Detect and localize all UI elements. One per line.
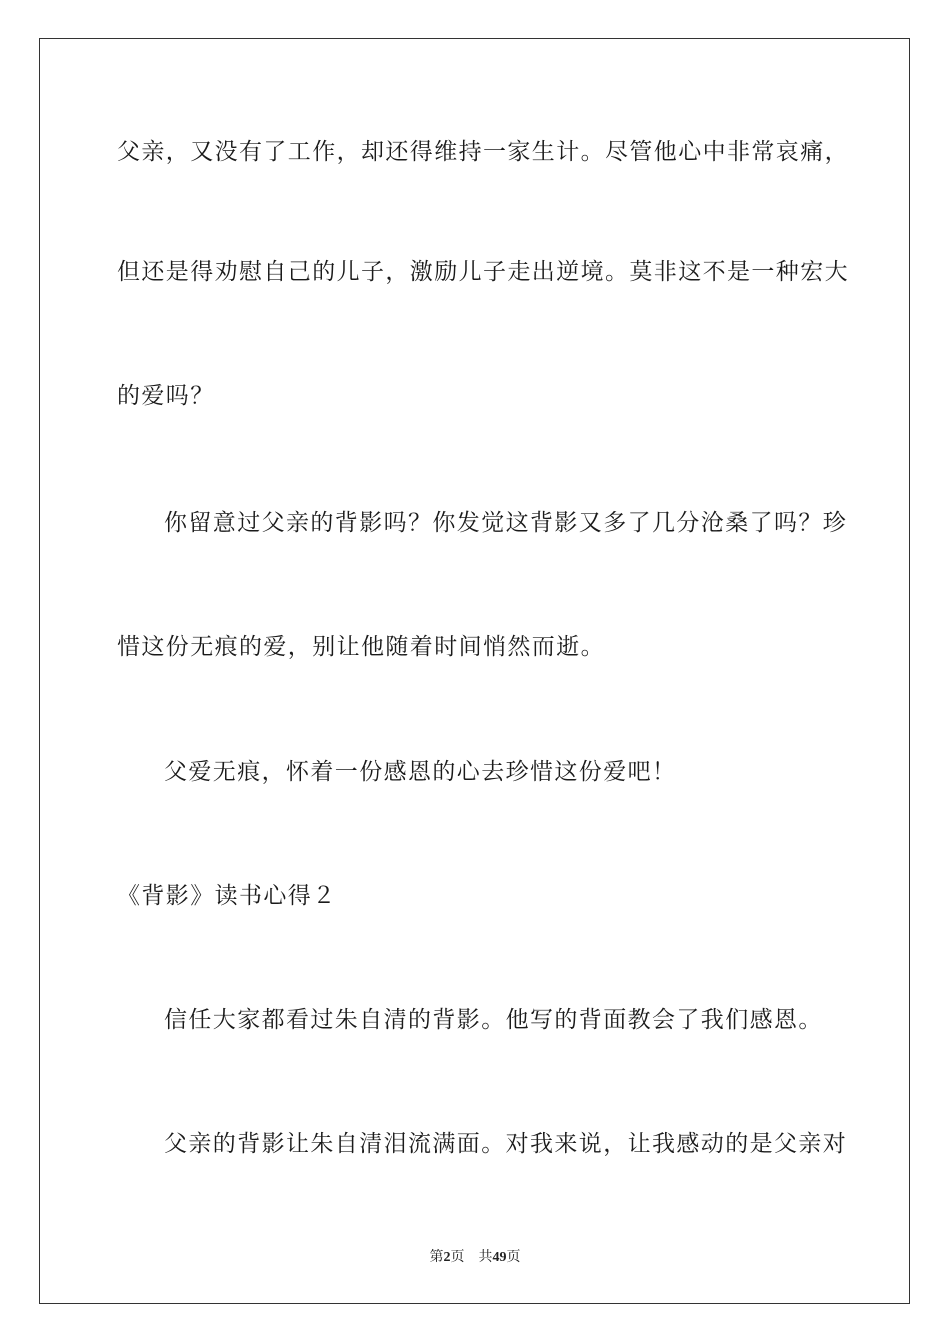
body-line-9: 父亲的背影让朱自清泪流满面。对我来说，让我感动的是父亲对	[164, 1131, 848, 1157]
body-line-6: 父爱无痕，怀着一份感恩的心去珍惜这份爱吧！	[164, 759, 677, 785]
body-line-2: 但还是得劝慰自己的儿子，激励儿子走出逆境。莫非这不是一种宏大	[117, 259, 849, 285]
footer-total-suffix: 页	[506, 1249, 521, 1265]
body-line-4: 你留意过父亲的背影吗？你发觉这背影又多了几分沧桑了吗？珍	[164, 510, 848, 536]
page-footer	[0, 1248, 950, 1267]
footer-total-number: 49	[492, 1250, 507, 1265]
section-heading: 《背影》读书心得２	[117, 883, 337, 909]
footer-page-prefix: 第	[429, 1249, 444, 1265]
footer-page-number: 2	[443, 1250, 451, 1265]
body-line-8: 信任大家都看过朱自清的背影。他写的背面教会了我们感恩。	[164, 1007, 823, 1033]
body-line-5: 惜这份无痕的爱，别让他随着时间悄然而逝。	[117, 634, 605, 660]
page-border	[39, 38, 910, 1304]
body-line-1: 父亲，又没有了工作，却还得维持一家生计。尽管他心中非常哀痛，	[117, 139, 849, 165]
footer-page-suffix: 页	[450, 1249, 465, 1265]
body-line-3: 的爱吗？	[117, 383, 215, 409]
footer-total-prefix: 共	[478, 1249, 493, 1265]
